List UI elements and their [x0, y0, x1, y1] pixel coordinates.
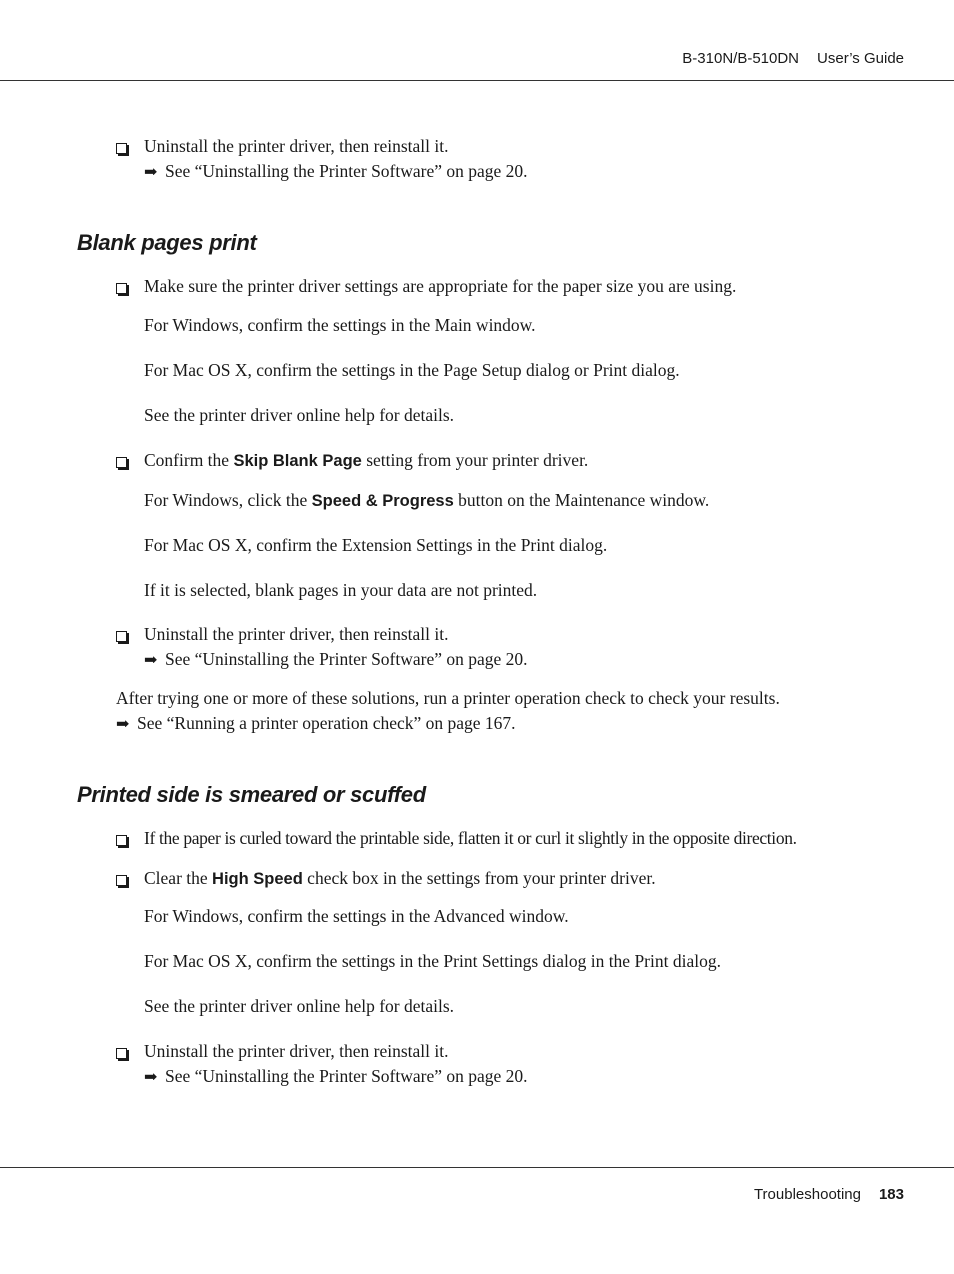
header-guide: User’s Guide — [817, 50, 904, 67]
checkbox-icon — [116, 282, 127, 298]
s2-item2-p1: For Windows, confirm the settings in the Advanced window. — [144, 906, 569, 926]
s1-item2-pre: Confirm the — [144, 450, 230, 470]
s2-item1-text: If the paper is curled toward the printable side, flatten it or curl it slightly in the opposite direction. — [144, 828, 797, 848]
s2-item3-link[interactable]: See “Uninstalling the Printer Software” on page 20. — [165, 1066, 528, 1086]
top-item-link-line[interactable] — [144, 163, 528, 181]
s2-item2-pre: Clear the — [144, 868, 208, 888]
s1-item3-link[interactable]: See “Uninstalling the Printer Software” on page 20. — [165, 649, 528, 669]
s1-item1-p2: For Mac OS X, confirm the settings in the Page Setup dialog or Print dialog. — [144, 360, 680, 380]
s1-item3-text: Uninstall the printer driver, then reinstall it. — [144, 624, 449, 644]
s2-item2-post: check box in the settings from your printer driver. — [307, 868, 656, 888]
s1-item2-p2: For Mac OS X, confirm the Extension Settings in the Print dialog. — [144, 535, 608, 555]
s1-after-link[interactable]: See “Running a printer operation check” on page 167. — [137, 713, 516, 733]
checkbox-icon — [116, 142, 127, 158]
s2-item2-p3: See the printer driver online help for details. — [144, 996, 455, 1016]
arrow-right-icon: ➡ — [144, 652, 158, 669]
s1-item3-link-line[interactable] — [144, 651, 528, 669]
top-item-link[interactable]: See “Uninstalling the Printer Software” on page 20. — [165, 161, 528, 181]
footer-section: Troubleshooting — [753, 1186, 861, 1203]
arrow-right-icon: ➡ — [116, 716, 130, 733]
footer-rule — [0, 1167, 954, 1168]
checkbox-icon — [116, 1047, 127, 1063]
s1-item2-p1-post: button on the Maintenance window. — [458, 490, 710, 510]
s1-item2-p1 — [144, 492, 709, 510]
arrow-right-icon: ➡ — [144, 1069, 158, 1086]
s2-item3-link-line[interactable] — [144, 1068, 528, 1086]
section-heading-blank-pages: Blank pages print — [77, 230, 257, 255]
s1-after-link-line[interactable] — [116, 715, 516, 733]
s2-item2-text — [144, 870, 656, 888]
s1-item2-text — [144, 452, 588, 470]
checkbox-icon — [116, 874, 127, 890]
s2-item2-p2: For Mac OS X, confirm the settings in the Print Settings dialog in the Print dialog. — [144, 951, 721, 971]
header-rule — [0, 80, 954, 81]
ui-term-speed-progress: Speed & Progress — [311, 492, 454, 510]
s1-item2-post: setting from your printer driver. — [366, 450, 589, 470]
page-footer — [754, 1186, 904, 1203]
top-item-text: Uninstall the printer driver, then reinstall it. — [144, 136, 449, 156]
ui-term-high-speed: High Speed — [212, 870, 303, 888]
ui-term-skip-blank-page: Skip Blank Page — [233, 452, 362, 470]
s1-item1-p3: See the printer driver online help for details. — [144, 405, 455, 425]
s1-item1-p1: For Windows, confirm the settings in the Main window. — [144, 315, 536, 335]
page-number: 183 — [878, 1186, 904, 1203]
s1-after-text: After trying one or more of these solutions, run a printer operation check to check your results. — [116, 688, 780, 708]
s2-item3-text: Uninstall the printer driver, then reinstall it. — [144, 1041, 449, 1061]
s1-item2-p1-pre: For Windows, click the — [144, 490, 308, 510]
page-header — [682, 50, 904, 67]
checkbox-icon — [116, 630, 127, 646]
section-heading-smeared: Printed side is smeared or scuffed — [77, 782, 426, 807]
checkbox-icon — [116, 834, 127, 850]
checkbox-icon — [116, 456, 127, 472]
header-model: B-310N/B-510DN — [682, 50, 800, 67]
arrow-right-icon: ➡ — [144, 164, 158, 181]
s1-item2-p3: If it is selected, blank pages in your data are not printed. — [144, 580, 538, 600]
s1-item1-text: Make sure the printer driver settings are appropriate for the paper size you are using. — [144, 276, 737, 296]
